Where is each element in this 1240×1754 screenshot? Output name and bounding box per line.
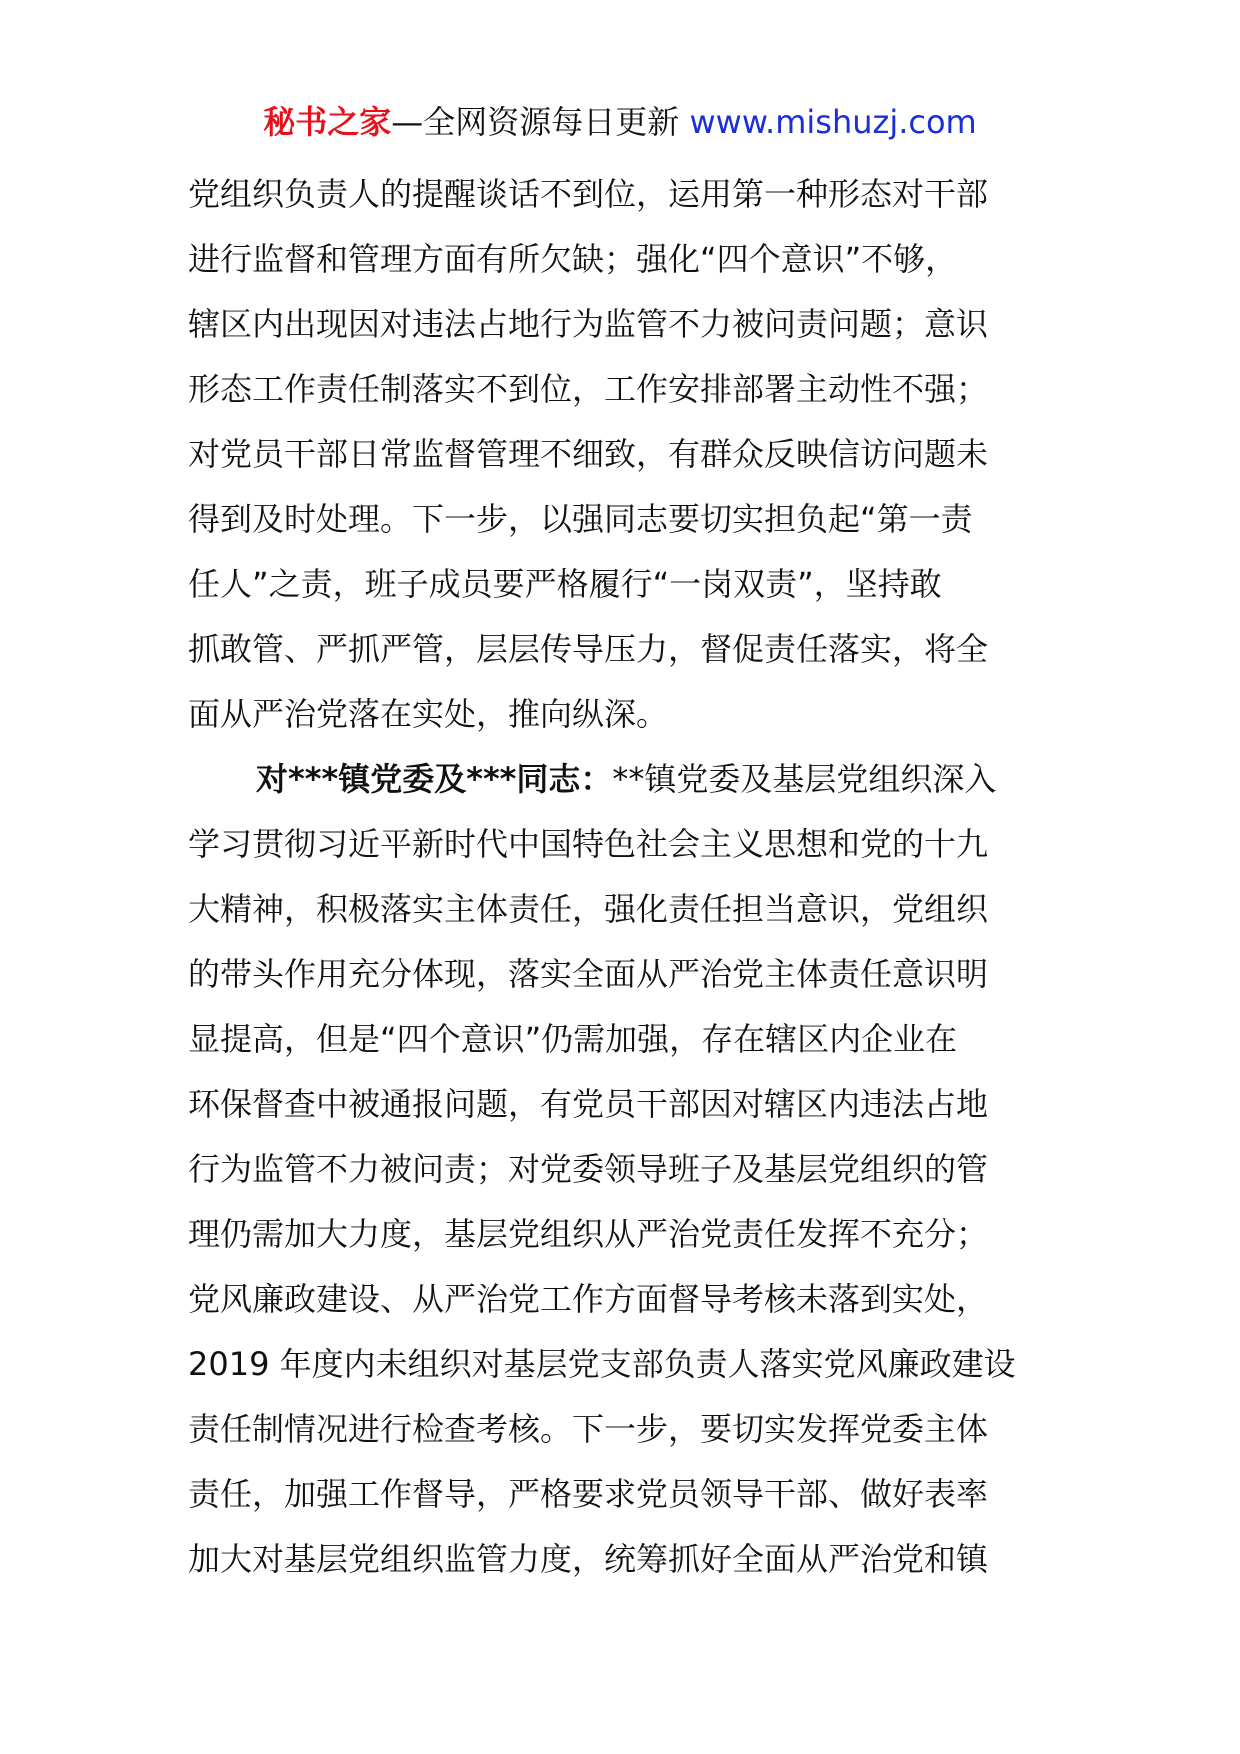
- text-line: 面从严治党落在实处，推向纵深。: [188, 695, 669, 733]
- text-line: 得到及时处理。下一步，以强同志要切实担负起“第一责: [188, 500, 973, 538]
- text-line: 大精神，积极落实主体责任，强化责任担当意识，党组织: [188, 890, 989, 928]
- text-line: 学习贯彻习近平新时代中国特色社会主义思想和党的十九: [188, 825, 989, 863]
- section-lead: 对***镇党委及***同志：: [256, 760, 613, 798]
- paragraph-start-line: [188, 747, 1073, 812]
- text-line: 进行监督和管理方面有所欠缺；强化“四个意识”不够，: [188, 240, 958, 278]
- text-line: 加大对基层党组织监管力度，统筹抓好全面从严治党和镇: [188, 1540, 989, 1578]
- text-line: 责任制情况进行检查考核。下一步，要切实发挥党委主体: [188, 1410, 989, 1448]
- text-line: 2019 年度内未组织对基层党支部负责人落实党风廉政建设: [188, 1345, 1016, 1383]
- header-tagline: —全网资源每日更新: [391, 103, 690, 141]
- text-line: 显提高，但是“四个意识”仍需加强，存在辖区内企业在: [188, 1020, 958, 1058]
- text-line: 辖区内出现因对违法占地行为监管不力被问责问题；意识: [188, 305, 989, 343]
- site-url[interactable]: www.mishuzj.com: [689, 103, 977, 141]
- text-line-rest: **镇党委及基层党组织深入: [612, 760, 997, 798]
- text-line: 任人”之责，班子成员要严格履行“一岗双责”，坚持敢: [188, 565, 942, 603]
- brand-name: 秘书之家: [263, 103, 392, 141]
- text-line: 党风廉政建设、从严治党工作方面督导考核未落到实处，: [188, 1280, 989, 1318]
- text-line: 行为监管不力被问责；对党委领导班子及基层党组织的管: [188, 1150, 989, 1188]
- site-header: [0, 100, 1240, 144]
- text-line: 对党员干部日常监督管理不细致，有群众反映信访问题未: [188, 435, 989, 473]
- text-line: 的带头作用充分体现，落实全面从严治党主体责任意识明: [188, 955, 989, 993]
- document-body: [188, 162, 1073, 1592]
- text-line: 党组织负责人的提醒谈话不到位，运用第一种形态对干部: [188, 175, 989, 213]
- text-line: 环保督查中被通报问题，有党员干部因对辖区内违法占地: [188, 1085, 989, 1123]
- text-line: 形态工作责任制落实不到位，工作安排部署主动性不强；: [188, 370, 989, 408]
- text-line: 责任，加强工作督导，严格要求党员领导干部、做好表率: [188, 1475, 989, 1513]
- text-line: 理仍需加大力度，基层党组织从严治党责任发挥不充分；: [188, 1215, 989, 1253]
- text-line: 抓敢管、严抓严管，层层传导压力，督促责任落实，将全: [188, 630, 989, 668]
